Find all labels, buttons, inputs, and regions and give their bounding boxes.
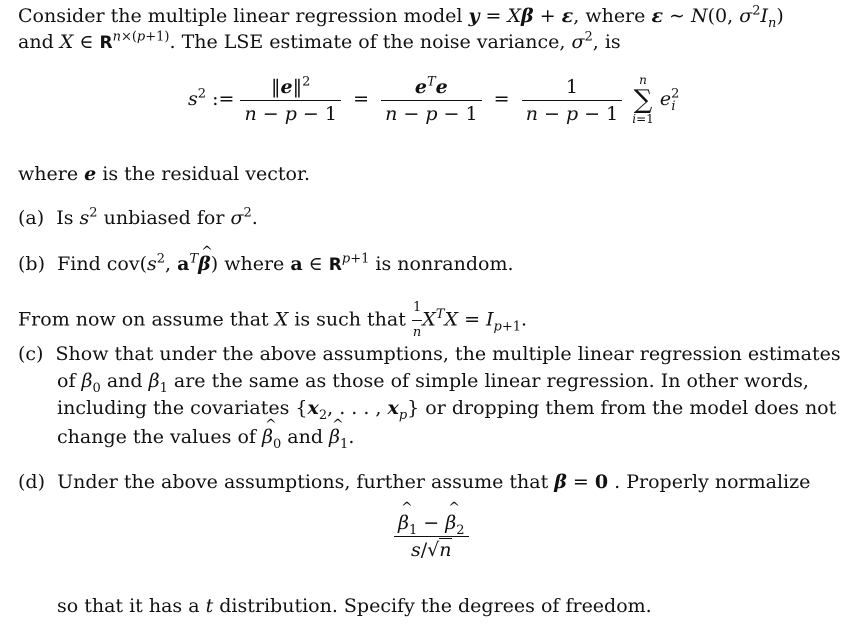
part-d-fraction: ^ $\frac{\beta_1 - \^{} \beta_2}{s/√n}$ [394, 512, 469, 561]
variance-equation: $s^2$ := $\frac{‖e‖^2}{n - p - 1}$ = $\frac{e^Te}{n - p - 1}$ = $\frac{1}{n - p - 1}$ n ∑ i=1 $e^2_i$ [188, 73, 680, 126]
summation: n ∑ i=1 [632, 73, 654, 126]
intro-line-1: Consider the multiple linear regression model y = Xβ + ε, where ε ∼ N(0, $\sigma^2I_n$) [18, 3, 784, 31]
part-d-line-2: so that it has a t distribution. Specify the degrees of freedom. [57, 595, 652, 617]
residual-note: where e is the residual vector. [18, 163, 311, 185]
part-c-line-1: (c) Show that under the above assumptions, the multiple linear regression estimates [18, 343, 841, 365]
fraction-norm: $\frac{‖e‖^2}{n - p - 1}$ [240, 76, 341, 125]
fraction-inner-product: $\frac{e^Te}{n - p - 1}$ [381, 76, 482, 125]
summand: $e^2_i$ [659, 86, 680, 114]
part-c-line-4: change the values of ^ $\beta_0$ and ^ $\beta_1$. [57, 425, 354, 449]
intro-line-2: and X ∈ $R^{n\times(p+1)}$. The LSE estimate of the noise variance, $\sigma^2$, is [18, 29, 621, 53]
fraction-one: $\frac{1}{n - p - 1}$ [522, 76, 623, 125]
part-d-line-1: (d) Under the above assumptions, further assume that β = 0 . Properly normalize [18, 471, 811, 493]
part-b: (b) Find $cov(s^2$, $a^T\^{}$ β) where a ∈ $R^{p+1}$ is nonrandom. [18, 252, 514, 277]
part-c-line-2: of $\beta_0$ and $\beta_1$ are the same as those of simple linear regression. In other words, [57, 370, 809, 396]
part-c-line-3: including the covariates {$x_2$, . . . , $x_p$} or dropping them from the model does not [57, 397, 837, 423]
equation-lhs: $s^2$ := [188, 86, 235, 110]
part-a: (a) Is $s^2$ unbiased for $\sigma^2$. [18, 205, 258, 229]
assumption: From now on assume that X is such that $\frac{1}{n}$ $X^TX = I_{p+1}$. [18, 296, 527, 345]
